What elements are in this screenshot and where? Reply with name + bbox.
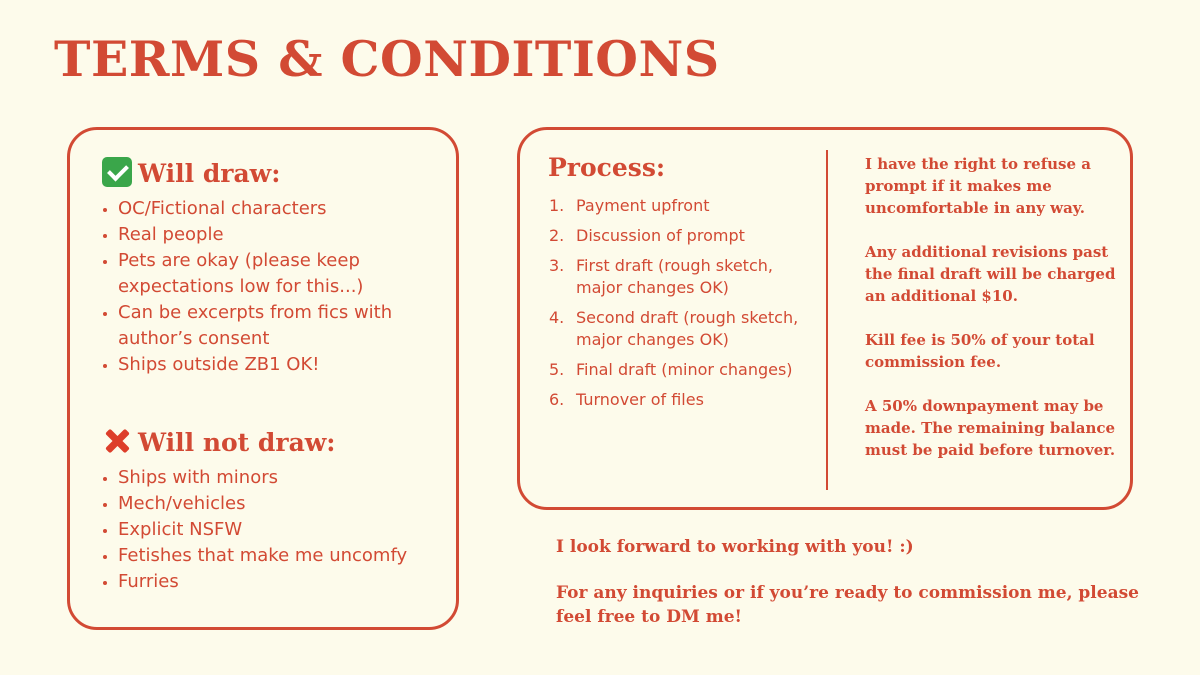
policy-notes (865, 153, 1125, 483)
step-text: Payment upfront (576, 196, 710, 215)
step-text: Turnover of files (576, 390, 704, 409)
list-item: Mech/vehicles (99, 491, 439, 517)
vertical-divider (826, 150, 828, 490)
process-steps (549, 195, 809, 419)
step-number: 6. (549, 390, 565, 409)
list-item: Ships outside ZB1 OK! (99, 352, 439, 378)
list-item: Pets are okay (please keep expectations low for this...) (99, 248, 439, 300)
list-item: Fetishes that make me uncomfy (99, 543, 439, 569)
list-item (549, 225, 809, 247)
list-item: Can be excerpts from fics with author’s consent (99, 300, 439, 352)
list-item: Explicit NSFW (99, 517, 439, 543)
note-downpayment: A 50% downpayment may be made. The remaining balance must be paid before turnover. (865, 397, 1116, 459)
list-item (549, 307, 809, 351)
note-refusal: I have the right to refuse a prompt if it makes me uncomfortable in any way. (865, 155, 1091, 217)
process-heading: Process: (548, 153, 666, 182)
footer-greeting: I look forward to working with you! :) (556, 537, 914, 557)
list-item: Ships with minors (99, 465, 439, 491)
will-draw-heading-text: Will draw: (138, 159, 281, 188)
step-text: Discussion of prompt (576, 226, 745, 245)
step-number: 2. (549, 226, 565, 245)
step-text: First draft (rough sketch, major changes OK) (576, 256, 773, 297)
list-item (549, 255, 809, 299)
footer-contact: For any inquiries or if you’re ready to commission me, please feel free to DM me! (556, 583, 1139, 627)
step-number: 3. (549, 256, 565, 275)
page-title: TERMS & CONDITIONS (54, 30, 720, 88)
cross-mark-icon (102, 426, 132, 456)
list-item (549, 359, 809, 381)
list-item (549, 389, 809, 411)
will-not-draw-heading (102, 426, 336, 457)
list-item: OC/Fictional characters (99, 196, 439, 222)
note-kill-fee: Kill fee is 50% of your total commission fee. (865, 331, 1095, 371)
note-revisions: Any additional revisions past the final draft will be charged an additional $10. (865, 243, 1116, 305)
step-number: 1. (549, 196, 565, 215)
will-draw-list (99, 196, 439, 378)
list-item: Real people (99, 222, 439, 248)
step-text: Second draft (rough sketch, major changes OK) (576, 308, 799, 349)
will-not-draw-heading-text: Will not draw: (138, 428, 336, 457)
step-number: 5. (549, 360, 565, 379)
list-item: Furries (99, 569, 439, 595)
list-item (549, 195, 809, 217)
step-number: 4. (549, 308, 565, 327)
will-draw-heading (102, 157, 280, 188)
check-mark-icon (102, 157, 132, 187)
step-text: Final draft (minor changes) (576, 360, 793, 379)
will-not-draw-list (99, 465, 439, 595)
footer-message (556, 535, 1176, 651)
